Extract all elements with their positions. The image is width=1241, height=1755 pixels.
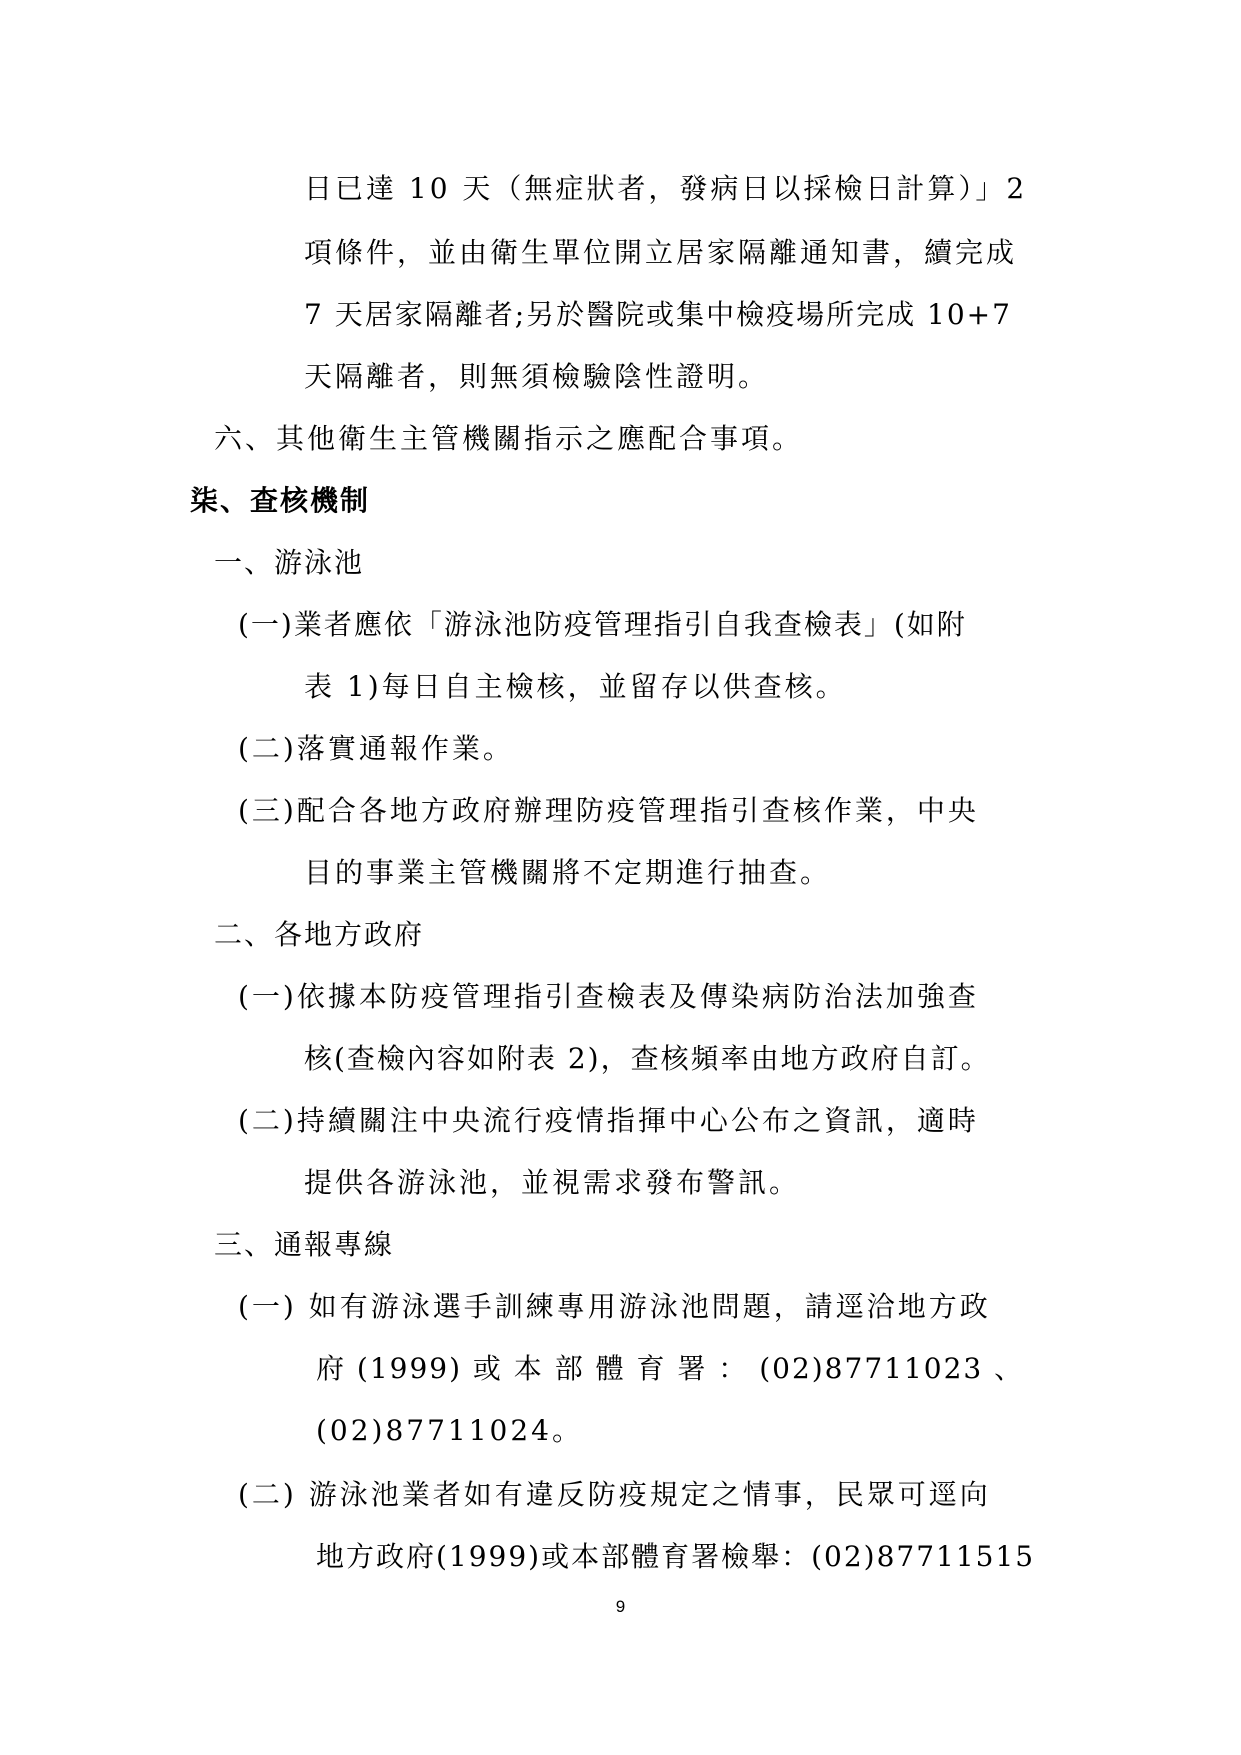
page-number: 9 — [615, 1597, 626, 1616]
paragraph-line: 項條件，並由衛生單位開立居家隔離通知書，續完成 — [304, 236, 1018, 269]
section-heading: 柒、查核機制 — [190, 484, 371, 517]
paragraph-line: 表 1)每日自主檢核，並留存以供查核。 — [304, 670, 847, 703]
list-item: 六、其他衛生主管機關指示之應配合事項。 — [214, 422, 804, 455]
paragraph-line: 天隔離者，則無須檢驗陰性證明。 — [304, 360, 770, 393]
list-item: (一)依據本防疫管理指引查檢表及傳染病防治法加強查 — [238, 980, 979, 1013]
paragraph-line: 7 天居家隔離者;另於醫院或集中檢疫場所完成 10+7 — [304, 298, 1012, 331]
list-item: (三)配合各地方政府辦理防疫管理指引查核作業，中央 — [238, 794, 979, 827]
list-item: (一) 如有游泳選手訓練專用游泳池問題，請逕洽地方政 — [238, 1290, 991, 1323]
paragraph-line: 提供各游泳池，並視需求發布警訊。 — [304, 1166, 801, 1199]
subsection-heading: 二、各地方政府 — [214, 918, 425, 951]
list-item: (二)持續關注中央流行疫情指揮中心公布之資訊，適時 — [238, 1104, 979, 1137]
paragraph-line: 日已達 10 天（無症狀者，發病日以採檢日計算）」2 — [304, 172, 1028, 205]
paragraph-line: 地方政府(1999)或本部體育署檢舉：(02)87711515 — [316, 1540, 1036, 1573]
subsection-heading: 一、游泳池 — [214, 546, 365, 579]
paragraph-line: 府 (1999) 或 本 部 體 育 署 ： (02)87711023 、 — [316, 1352, 1025, 1385]
subsection-heading: 三、通報專線 — [214, 1228, 395, 1261]
list-item: (一)業者應依「游泳池防疫管理指引自我查檢表」(如附 — [238, 608, 967, 641]
paragraph-line: 核(查檢內容如附表 2)，查核頻率由地方政府自訂。 — [304, 1042, 991, 1075]
paragraph-line: (02)87711024。 — [316, 1414, 583, 1447]
list-item: (二) 游泳池業者如有違反防疫規定之情事，民眾可逕向 — [238, 1478, 991, 1511]
list-item: (二)落實通報作業。 — [238, 732, 514, 765]
paragraph-line: 目的事業主管機關將不定期進行抽查。 — [304, 856, 832, 889]
